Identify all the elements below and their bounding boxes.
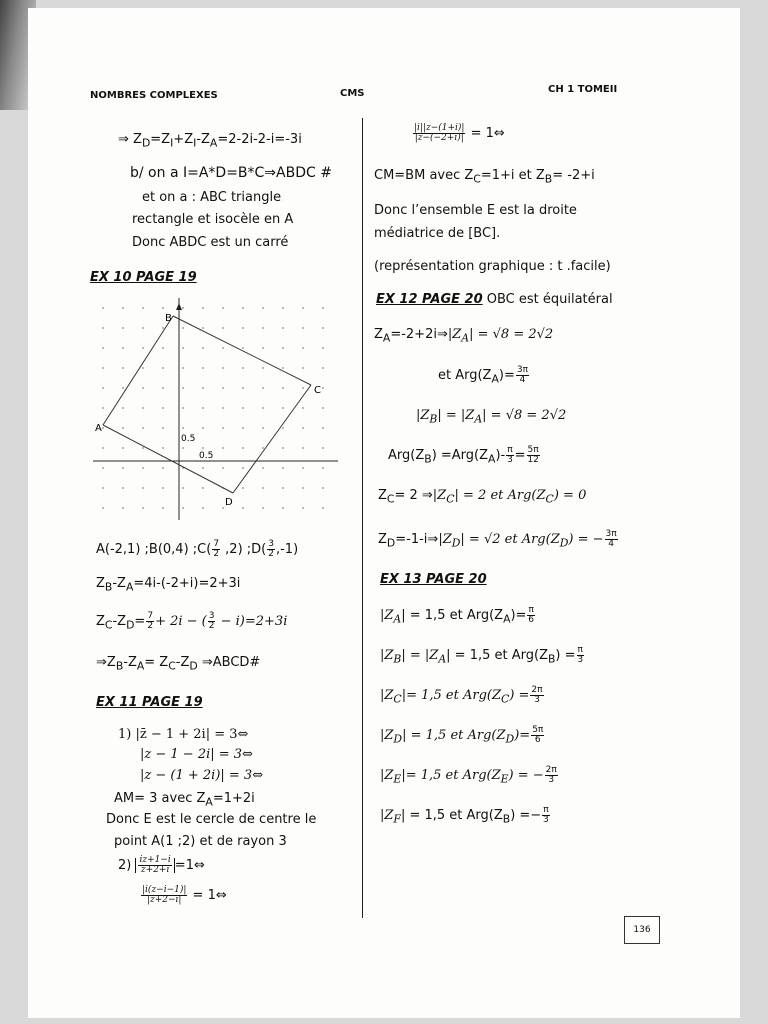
ex13-heading: EX 13 PAGE 20	[380, 572, 487, 587]
ex11-q1d: AM= 3 avec $Z_A=1+2i$	[114, 791, 255, 809]
r6-line: $Z_A=-2+2i\Rightarrow|Z_A| = √8 = 2√2$	[374, 327, 554, 345]
ex12-line: EX 12 PAGE 20 OBC est équilatéral	[376, 292, 613, 307]
ex11-q1c: |z − (1 + 2i)| = 3⇔	[140, 768, 264, 783]
r3-line: Donc l’ensemble E est la droite	[374, 203, 577, 218]
text-carre: Donc ABDC est un carré	[132, 235, 289, 250]
ex10-heading: EX 10 PAGE 19	[90, 270, 197, 285]
header-left: NOMBRES COMPLEXES	[90, 90, 218, 101]
r2-line: CM=BM avec $Z_C=1+i$ et $Z_B= -2+i$	[374, 168, 595, 186]
ex11-heading: EX 11 PAGE 19	[96, 695, 203, 710]
label-b: B	[165, 313, 172, 324]
s2-line: $|Z_B| = |Z_A| = 1,5$ et $Arg(Z_B)$ = $\frac{\pi}{3}$	[380, 645, 584, 666]
s3-line: $|Z_C|= 1,5$ et $Arg(Z_C)$ = $\frac{2\pi}{3}$	[380, 685, 543, 706]
side-cd	[233, 385, 311, 493]
r11-line: $Z_D=-1-i\Rightarrow|Z_D| = √2$ et $Arg(Z_D)$ = − $\frac{3\pi}{4}$	[378, 529, 617, 550]
abcd-line: $\Rightarrow Z_B-Z_A= Z_C-Z_D$ ⇒ABCD#	[96, 655, 261, 673]
label-c: C	[314, 385, 321, 396]
label-y-0-5: 0.5	[181, 434, 196, 444]
r10-line: $Z_C= 2$ $\Rightarrow|Z_C| = 2$ et $Arg(Z_C) = 0$	[378, 488, 587, 506]
ex11-q1e: Donc E est le cercle de centre le	[106, 812, 317, 827]
r7-line: et $Arg(Z_A)=$ $\frac{3\pi}{4}$	[438, 365, 529, 386]
header-right: CH 1 TOMEII	[548, 84, 618, 95]
page-number-stamp: 136	[624, 916, 660, 944]
s6-line: $|Z_F| = 1,5$ et $Arg(Z_B)$ =− $\frac{\pi}{3}$	[380, 805, 549, 826]
s5-line: $|Z_E|= 1,5$ et $Arg(Z_E)$ = − $\frac{2\pi}{3}$	[380, 765, 557, 786]
label-a: A	[95, 423, 102, 434]
text-b: b/ on a I=A*D=B*C⇒ABDC #	[130, 165, 332, 181]
ex11-q1b: |z − 1 − 2i| = 3⇔	[140, 747, 253, 762]
r9-line: $Arg(Z_B) =Arg(Z_A)-$ $\frac{\pi}{3}$ = $\frac{5\pi}{12}$	[388, 445, 539, 466]
y-axis-arrow	[176, 303, 182, 310]
side-da	[103, 425, 233, 493]
ex11-q2c: $\frac{|i(z-i-1)|}{|z+2-i|}$ = 1⇔	[142, 885, 227, 905]
zc-zd-line: $Z_C-Z_D=$ $\frac{7}{2}$ + 2i − ( $\frac{3}{2}$ − i)=2+3i	[96, 611, 288, 632]
zb-za-line: $Z_B-Z_A=4i-(-2+i)=2+3i$	[96, 576, 241, 594]
points-line: A(-2,1) ;B(0,4) ;C( $\frac{7}{2}$ ,2) ;D( $\frac{3}{2}$ ,-1)	[96, 539, 299, 559]
grid-dots	[102, 307, 324, 509]
zd-line: ⇒ $Z_D=Z_I+Z_I-Z_A=2-2i-2-i=-3i$	[118, 132, 302, 150]
r4-line: médiatrice de [BC].	[374, 226, 501, 241]
text-triangle: et on a : ABC triangle	[142, 190, 282, 205]
s1-line: $|Z_A| = 1,5$ et $Arg(Z_A)=$ $\frac{\pi}{6}$	[380, 605, 535, 626]
text-rectangle: rectangle et isocèle en A	[132, 212, 294, 227]
r8-line: $|Z_B| = |Z_A| = √8 = 2√2$	[416, 408, 567, 426]
complex-plane-graph	[93, 298, 343, 523]
side-bc	[173, 316, 311, 385]
column-divider	[362, 118, 363, 918]
label-x-0-5: 0.5	[199, 451, 214, 461]
header-center: CMS	[340, 88, 365, 99]
ex11-q1f: point A(1 ;2) et de rayon 3	[114, 834, 287, 849]
label-d: D	[225, 497, 233, 508]
ex12-heading: EX 12 PAGE 20	[376, 292, 483, 307]
r1-line: $\frac{|i||z-(1+i)|}{|z-(-2+i)|}$ = 1⇔	[414, 123, 505, 143]
r5-line: (représentation graphique : t .facile)	[374, 259, 611, 274]
ex11-q2: 2) $\frac{iz+1-i}{z̄+2+i}$ =1⇔	[118, 855, 205, 875]
ex11-q1a: 1) |z̄ − 1 + 2i| = 3⇔	[118, 727, 249, 742]
s4-line: $|Z_D| = 1,5$ et $Arg(Z_D)=$ $\frac{5\pi}{6}$	[380, 725, 544, 746]
